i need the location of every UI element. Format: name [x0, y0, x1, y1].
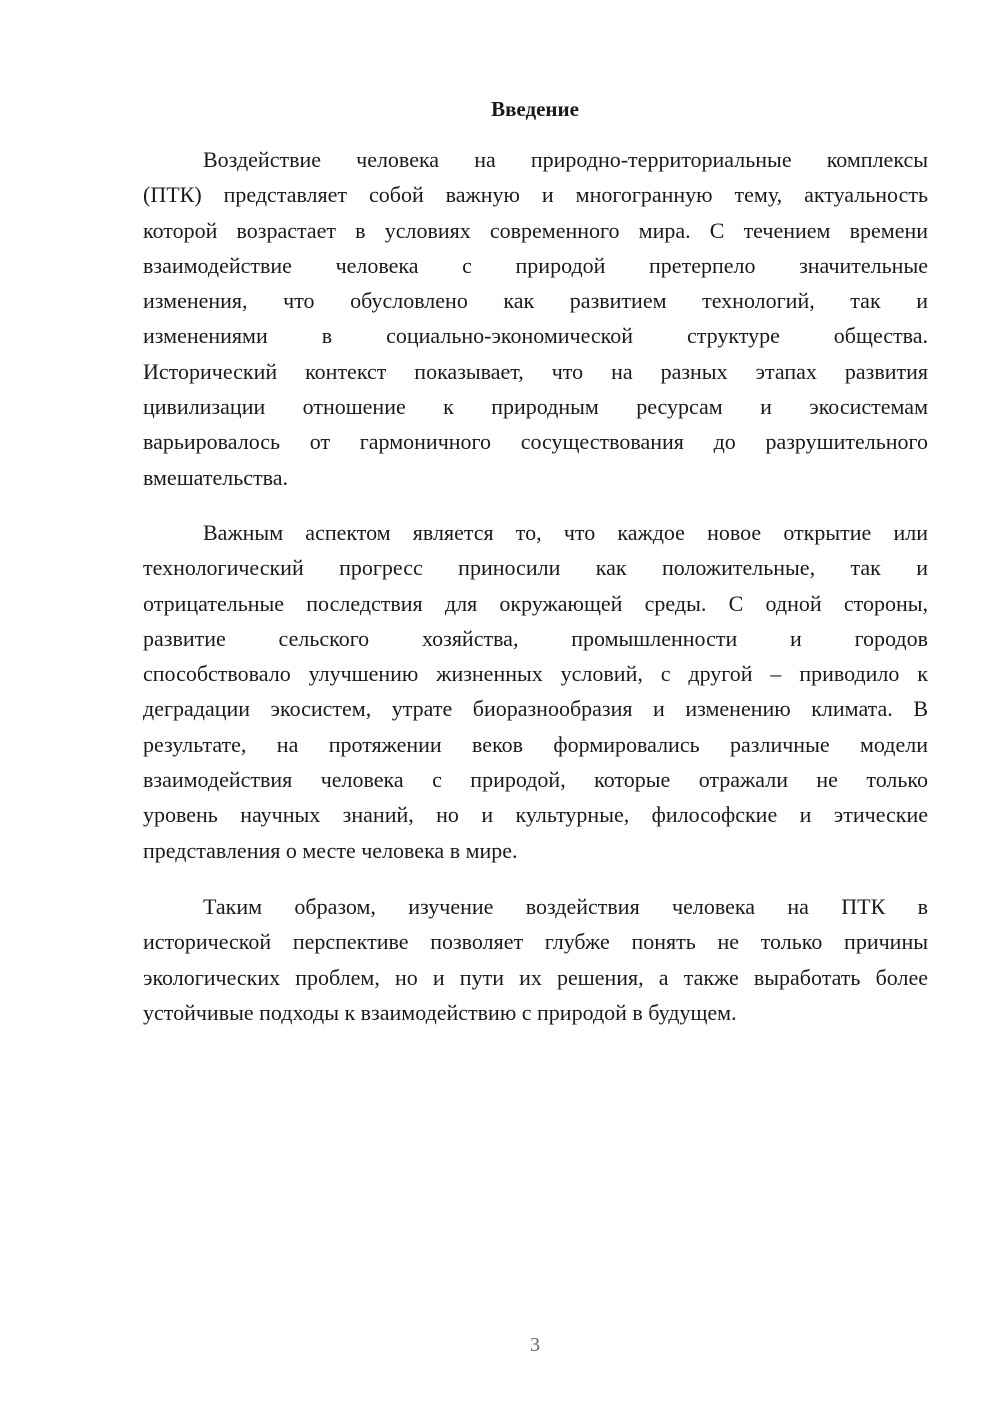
text-line: изменения, что обусловлено как развитием технологий, так и	[143, 288, 928, 314]
text-line: способствовало улучшению жизненных условий, с другой – приводило к	[143, 661, 928, 687]
text-line: Важным аспектом является то, что каждое новое открытие или	[203, 520, 928, 545]
text-line: развитие сельского хозяйства, промышленности и городов	[143, 625, 928, 651]
text-line: изменениями в социально-экономической структуре общества.	[143, 323, 928, 349]
text-line: технологический прогресс приносили как положительные, так и	[143, 555, 928, 581]
paragraph-3	[143, 889, 928, 1030]
text-line: устойчивые подходы к взаимодействию с природой в будущем.	[143, 999, 737, 1025]
text-line: исторической перспективе позволяет глубже понять не только причины	[143, 929, 928, 955]
section-title: Введение	[491, 97, 579, 121]
text-line: экологических проблем, но и пути их решения, а также выработать более	[143, 964, 928, 990]
text-line: взаимодействия человека с природой, которые отражали не только	[143, 767, 928, 793]
text-line: Воздействие человека на природно-территориальные комплексы	[203, 147, 928, 172]
text-line: уровень научных знаний, но и культурные, философские и этические	[143, 802, 928, 828]
paragraph-1	[143, 142, 928, 495]
text-line: цивилизации отношение к природным ресурсам и экосистемам	[143, 394, 928, 420]
text-line: (ПТК) представляет собой важную и многогранную тему, актуальность	[143, 182, 928, 208]
text-line: варьировалось от гармоничного сосуществования до разрушительного	[143, 429, 928, 455]
text-line: Таким образом, изучение воздействия человека на ПТК в	[203, 894, 928, 919]
text-line: представления о месте человека в мире.	[143, 837, 518, 863]
text-line: Исторический контекст показывает, что на разных этапах развития	[143, 358, 928, 384]
text-line: взаимодействие человека с природой претерпело значительные	[143, 252, 928, 278]
text-line: деградации экосистем, утрате биоразнообразия и изменению климата. В	[143, 696, 928, 722]
text-line: вмешательства.	[143, 464, 288, 490]
text-line: отрицательные последствия для окружающей среды. С одной стороны,	[143, 590, 928, 616]
text-line: результате, на протяжении веков формировались различные модели	[143, 731, 928, 757]
text-line: которой возрастает в условиях современного мира. С течением времени	[143, 217, 928, 243]
paragraph-2	[143, 515, 928, 868]
page-number: 3	[530, 1334, 540, 1356]
